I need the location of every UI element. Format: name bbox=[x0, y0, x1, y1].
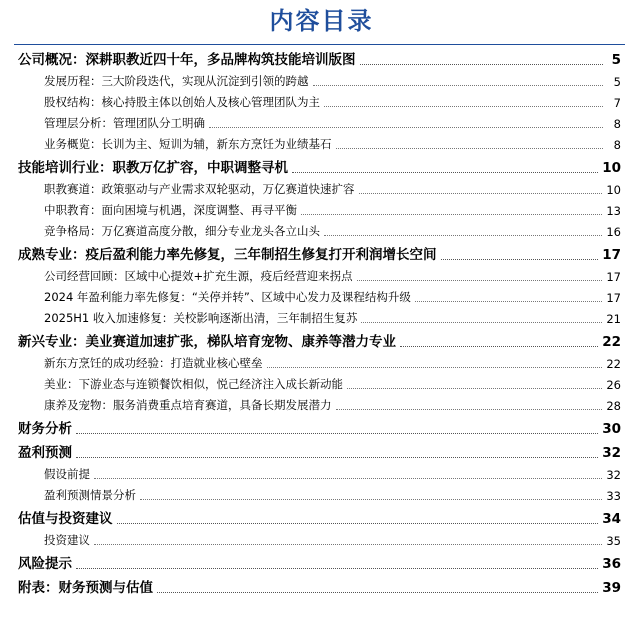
toc-entry-label: 假设前提 bbox=[44, 467, 90, 481]
toc-chapter-entry[interactable] bbox=[0, 440, 643, 464]
toc-entry-label: 新东方烹饪的成功经验：打造就业核心壁垒 bbox=[44, 356, 263, 370]
toc-entry-label: 美业：下游业态与连锁餐饮相似，悦己经济注入成长新动能 bbox=[44, 377, 343, 391]
toc-chapter-entry[interactable] bbox=[0, 46, 643, 71]
dot-leader bbox=[94, 544, 602, 545]
toc-chapter-entry[interactable] bbox=[0, 506, 643, 530]
toc-section-entry[interactable] bbox=[0, 464, 643, 485]
dot-leader bbox=[267, 367, 603, 368]
toc-page-number: 10 bbox=[602, 160, 621, 176]
dot-leader bbox=[94, 478, 602, 479]
dot-leader bbox=[360, 64, 604, 65]
toc-entry-label: 康养及宠物：服务消费重点培育赛道，具备长期发展潜力 bbox=[44, 398, 332, 412]
dot-leader bbox=[76, 433, 598, 434]
dot-leader bbox=[324, 235, 602, 236]
dot-leader bbox=[359, 193, 603, 194]
dot-leader bbox=[157, 592, 598, 593]
dot-leader bbox=[76, 457, 598, 458]
toc-entry-label: 股权结构：核心持股主体以创始人及核心管理团队为主 bbox=[44, 95, 320, 109]
toc-page-number: 5 bbox=[613, 75, 621, 89]
toc-section-entry[interactable] bbox=[0, 266, 643, 287]
toc-entry-label: 2025H1 收入加速修复：关校影响逐渐出清，三年制招生复苏 bbox=[44, 311, 358, 325]
toc-section-entry[interactable] bbox=[0, 353, 643, 374]
toc-entry-label: 盈利预测情景分析 bbox=[44, 488, 136, 502]
toc-entry-label: 附表：财务预测与估值 bbox=[18, 580, 153, 596]
toc-page-number: 16 bbox=[606, 225, 621, 239]
toc-entry-label: 管理层分析：管理团队分工明确 bbox=[44, 116, 205, 130]
toc-page-number: 22 bbox=[606, 357, 621, 371]
dot-leader bbox=[441, 259, 599, 260]
toc-section-entry[interactable] bbox=[0, 485, 643, 506]
toc-entry-label: 中职教育：面向困境与机遇，深度调整、再寻平衡 bbox=[44, 203, 297, 217]
toc-page-number: 33 bbox=[606, 489, 621, 503]
toc-page-number: 36 bbox=[602, 556, 621, 572]
toc-chapter-entry[interactable] bbox=[0, 155, 643, 179]
toc-section-entry[interactable] bbox=[0, 179, 643, 200]
toc-entry-label: 技能培训行业：职教万亿扩容，中职调整寻机 bbox=[18, 160, 288, 176]
dot-leader bbox=[400, 346, 598, 347]
toc-entry-label: 2024 年盈利能力率先修复：“关停并转”、区域中心发力及课程结构升级 bbox=[44, 290, 411, 304]
toc-page-number: 35 bbox=[606, 534, 621, 548]
dot-leader bbox=[76, 568, 598, 569]
toc-page-number: 17 bbox=[606, 270, 621, 284]
toc-page-number: 32 bbox=[606, 468, 621, 482]
dot-leader bbox=[347, 388, 602, 389]
toc-page-number: 10 bbox=[606, 183, 621, 197]
dot-leader bbox=[324, 106, 603, 107]
toc-chapter-entry[interactable] bbox=[0, 551, 643, 575]
toc-section-entry[interactable] bbox=[0, 395, 643, 416]
toc-entry-label: 投资建议 bbox=[44, 533, 90, 547]
toc-entry-label: 业务概览：长训为主、短训为辅，新东方烹饪为业绩基石 bbox=[44, 137, 332, 151]
dot-leader bbox=[117, 523, 599, 524]
toc-section-entry[interactable] bbox=[0, 71, 643, 92]
toc-section-entry[interactable] bbox=[0, 530, 643, 551]
toc-entry-label: 发展历程：三大阶段迭代，实现从沉淀到引领的跨越 bbox=[44, 74, 309, 88]
toc-entry-label: 新兴专业：美业赛道加速扩张，梯队培育宠物、康养等潜力专业 bbox=[18, 334, 396, 350]
toc-chapter-entry[interactable] bbox=[0, 416, 643, 440]
toc-section-entry[interactable] bbox=[0, 308, 643, 329]
toc-entry-label: 估值与投资建议 bbox=[18, 511, 113, 527]
dot-leader bbox=[336, 148, 604, 149]
toc-page-number: 8 bbox=[613, 117, 621, 131]
toc-entry-label: 公司经营回顾：区域中心提效+扩充生源，疫后经营迎来拐点 bbox=[44, 269, 353, 283]
toc-page-number: 17 bbox=[606, 291, 621, 305]
toc-page-number: 5 bbox=[611, 52, 621, 68]
toc-section-entry[interactable] bbox=[0, 134, 643, 155]
toc-page-number: 34 bbox=[602, 511, 621, 527]
toc-entry-label: 公司概况：深耕职教近四十年，多品牌构筑技能培训版图 bbox=[18, 52, 356, 68]
title-rule bbox=[14, 44, 625, 45]
toc-page-number: 13 bbox=[606, 204, 621, 218]
toc-section-entry[interactable] bbox=[0, 287, 643, 308]
toc-section-entry[interactable] bbox=[0, 221, 643, 242]
toc-entry-label: 成熟专业：疫后盈利能力率先修复，三年制招生修复打开利润增长空间 bbox=[18, 247, 437, 263]
toc-section-entry[interactable] bbox=[0, 200, 643, 221]
dot-leader bbox=[357, 280, 603, 281]
toc-page-number: 26 bbox=[606, 378, 621, 392]
toc-entry-label: 财务分析 bbox=[18, 421, 72, 437]
toc-chapter-entry[interactable] bbox=[0, 575, 643, 599]
dot-leader bbox=[361, 322, 602, 323]
dot-leader bbox=[140, 499, 602, 500]
dot-leader bbox=[336, 409, 603, 410]
toc-page-number: 21 bbox=[606, 312, 621, 326]
toc-page-number: 7 bbox=[613, 96, 621, 110]
toc-page-number: 28 bbox=[606, 399, 621, 413]
toc-page-number: 22 bbox=[602, 334, 621, 350]
table-of-contents bbox=[0, 46, 643, 599]
toc-page-number: 17 bbox=[602, 247, 621, 263]
toc-entry-label: 竞争格局：万亿赛道高度分散，细分专业龙头各立山头 bbox=[44, 224, 320, 238]
toc-chapter-entry[interactable] bbox=[0, 242, 643, 266]
toc-section-entry[interactable] bbox=[0, 113, 643, 134]
toc-entry-label: 风险提示 bbox=[18, 556, 72, 572]
toc-section-entry[interactable] bbox=[0, 374, 643, 395]
toc-title: 内容目录 bbox=[269, 7, 374, 35]
dot-leader bbox=[313, 85, 604, 86]
dot-leader bbox=[415, 301, 603, 302]
toc-chapter-entry[interactable] bbox=[0, 329, 643, 353]
toc-entry-label: 职教赛道：政策驱动与产业需求双轮驱动，万亿赛道快速扩容 bbox=[44, 182, 355, 196]
toc-page-number: 32 bbox=[602, 445, 621, 461]
toc-entry-label: 盈利预测 bbox=[18, 445, 72, 461]
toc-page bbox=[0, 4, 643, 633]
dot-leader bbox=[209, 127, 603, 128]
dot-leader bbox=[292, 172, 598, 173]
dot-leader bbox=[301, 214, 602, 215]
toc-section-entry[interactable] bbox=[0, 92, 643, 113]
toc-page-number: 8 bbox=[613, 138, 621, 152]
toc-page-number: 39 bbox=[602, 580, 621, 596]
toc-page-number: 30 bbox=[602, 421, 621, 437]
